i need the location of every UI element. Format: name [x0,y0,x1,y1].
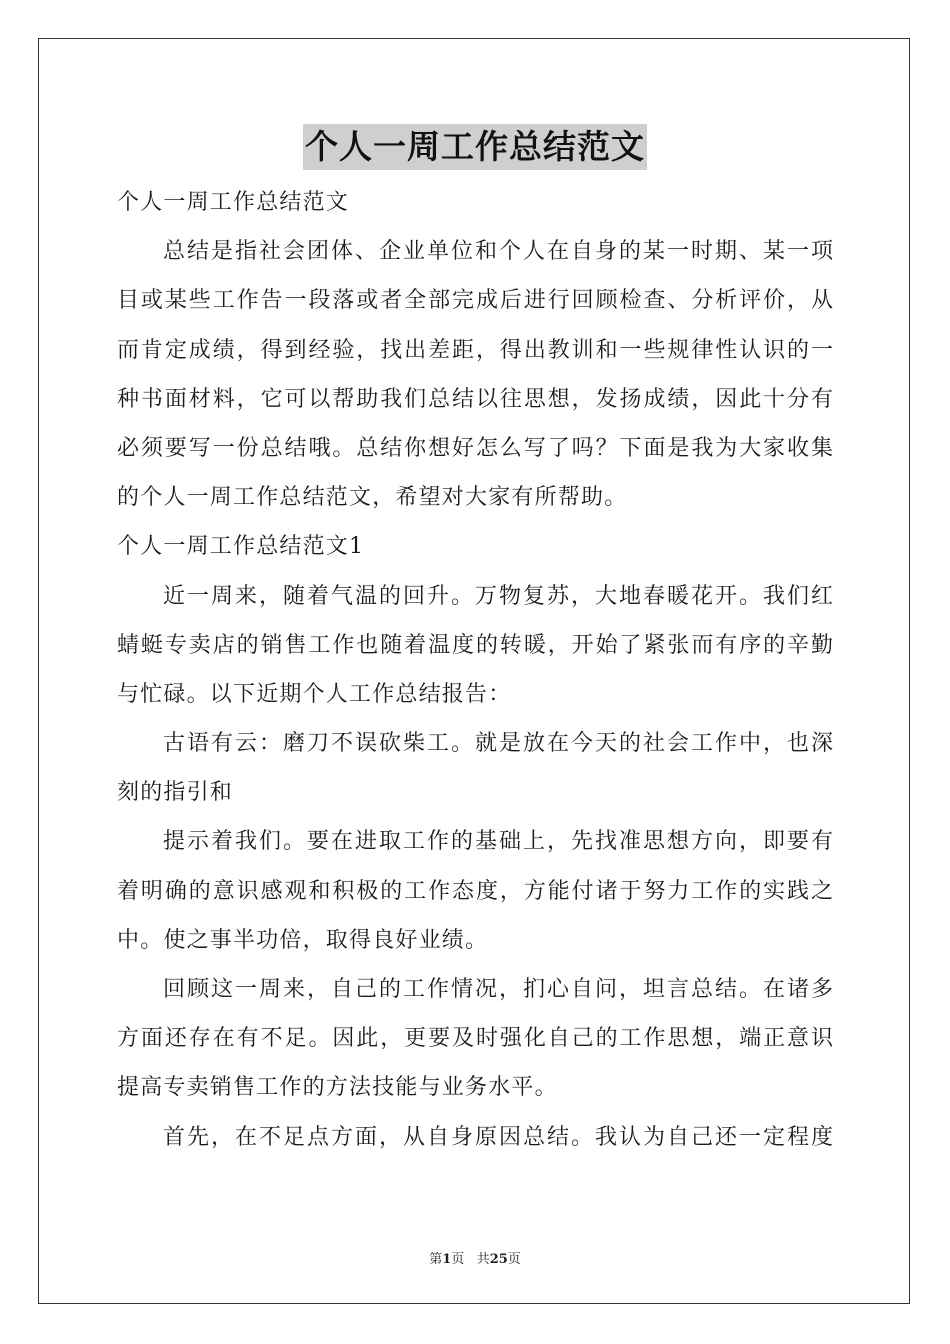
text-line: 而肯定成绩，得到经验，找出差距，得出教训和一些规律性认识的一 [117,337,833,363]
text-line: 的个人一周工作总结范文，希望对大家有所帮助。 [117,485,628,511]
text-line: 必须要写一份总结哦。总结你想好怎么写了吗？下面是我为大家收集 [117,435,833,461]
text-line: 着明确的意识感观和积极的工作态度，方能付诸于努力工作的实践之 [117,878,833,904]
page-total: 25 [489,1252,508,1267]
text-line: 古语有云：磨刀不误砍柴工。就是放在今天的社会工作中，也深 [163,731,833,757]
page-prefix: 第 [429,1252,443,1267]
document-title: 个人一周工作总结范文 [303,124,647,170]
page-current: 1 [442,1252,452,1267]
text-line: 目或某些工作告一段落或者全部完成后进行回顾检查、分析评价，从 [117,288,833,314]
text-line: 种书面材料，它可以帮助我们总结以往思想，发扬成绩，因此十分有 [117,386,833,412]
text-line: 近一周来，随着气温的回升。万物复苏，大地春暖花开。我们红 [163,583,833,609]
text-line: 方面还存在有不足。因此，更要及时强化自己的工作思想，端正意识 [117,1026,833,1052]
text-line: 个人一周工作总结范文1 [117,534,365,560]
total-suffix: 页 [507,1252,521,1267]
total-prefix: 共 [476,1252,490,1267]
text-line: 刻的指引和 [117,780,234,806]
text-line: 个人一周工作总结范文 [117,190,350,215]
text-line: 首先，在不足点方面，从自身原因总结。我认为自己还一定程度 [163,1124,833,1150]
text-line: 回顾这一周来，自己的工作情况，扪心自问，坦言总结。在诸多 [163,977,833,1002]
text-line: 提示着我们。要在进取工作的基础上，先找准思想方向，即要有 [163,829,833,855]
text-line: 中。使之事半功倍，取得良好业绩。 [117,927,489,953]
text-line: 提高专卖销售工作的方法技能与业务水平。 [117,1075,558,1101]
title-container [0,124,950,170]
text-line: 蜻蜓专卖店的销售工作也随着温度的转暖，开始了紧张而有序的辛勤 [117,632,833,658]
page-suffix: 页 [451,1252,465,1267]
text-line: 与忙碌。以下近期个人工作总结报告： [117,681,512,707]
page-footer [0,1248,950,1267]
text-line: 总结是指社会团体、企业单位和个人在自身的某一时期、某一项 [163,239,833,265]
document-body [117,178,833,1162]
